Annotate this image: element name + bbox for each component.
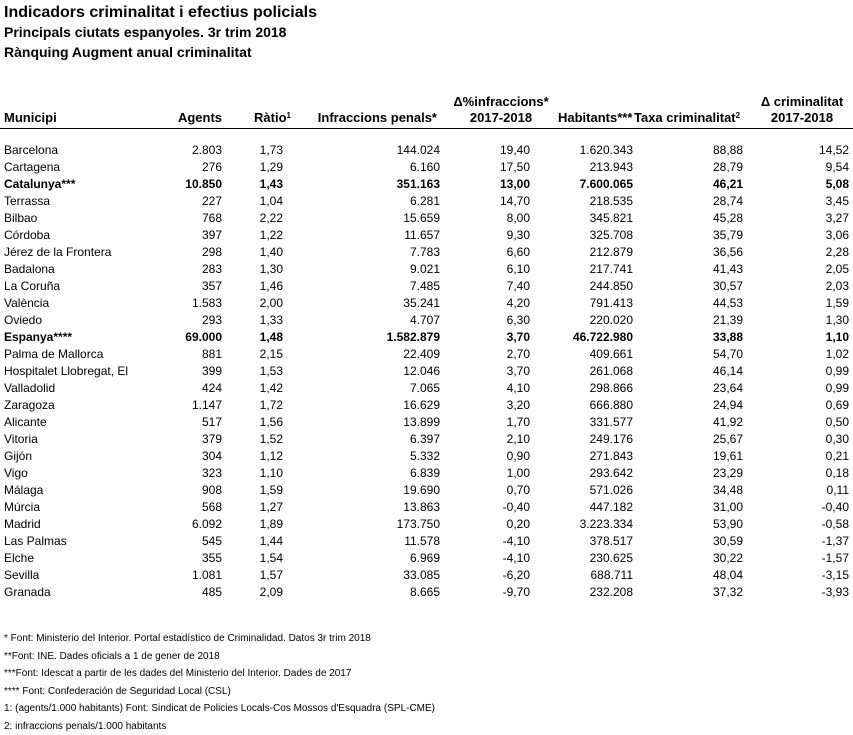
cell-habitants: 409.661 (590, 346, 633, 363)
cell-delta-inf: 0,90 (507, 448, 530, 465)
cell-infraccions: 7.485 (410, 278, 440, 295)
cell-delta-inf: 3,20 (507, 397, 530, 414)
cell-agents: 908 (202, 482, 222, 499)
cell-taxa: 28,74 (713, 193, 743, 210)
cell-ratio: 1,56 (260, 414, 283, 431)
cell-agents: 304 (202, 448, 222, 465)
cell-agents: 517 (202, 414, 222, 431)
cell-municipi: La Coruña (4, 278, 60, 295)
cell-agents: 1.081 (192, 567, 222, 584)
table-row (0, 278, 853, 295)
table-row (0, 482, 853, 499)
cell-delta-crim: 2,05 (826, 261, 849, 278)
table-row (0, 363, 853, 380)
table-row (0, 380, 853, 397)
cell-agents: 399 (202, 363, 222, 380)
cell-municipi: Cartagena (4, 159, 60, 176)
table-row (0, 142, 853, 159)
cell-ratio: 1,29 (260, 159, 283, 176)
cell-delta-crim: 3,06 (826, 227, 849, 244)
cell-delta-inf: -4,10 (503, 550, 530, 567)
cell-infraccions: 15.659 (403, 210, 440, 227)
cell-habitants: 261.068 (590, 363, 633, 380)
header-municipi: Municipi (4, 110, 57, 126)
cell-ratio: 1,43 (260, 176, 283, 193)
footnote-line: **Font: INE. Dades oficials a 1 de gener de 2018 (4, 648, 435, 666)
cell-municipi: Barcelona (4, 142, 58, 159)
cell-ratio: 1,33 (260, 312, 283, 329)
cell-infraccions: 351.163 (397, 176, 440, 193)
cell-agents: 10.850 (185, 176, 222, 193)
cell-agents: 568 (202, 499, 222, 516)
header-taxa-note: 2 (736, 111, 740, 120)
cell-taxa: 48,04 (713, 567, 743, 584)
cell-delta-inf: 4,20 (507, 295, 530, 312)
table-row (0, 414, 853, 431)
cell-ratio: 1,44 (260, 533, 283, 550)
cell-delta-crim: 1,59 (826, 295, 849, 312)
cell-infraccions: 6.397 (410, 431, 440, 448)
table-row (0, 227, 853, 244)
cell-taxa: 33,88 (713, 329, 743, 346)
header-divider (0, 128, 853, 129)
cell-infraccions: 6.839 (410, 465, 440, 482)
cell-municipi: Málaga (4, 482, 43, 499)
cell-ratio: 1,04 (260, 193, 283, 210)
cell-infraccions: 8.665 (410, 584, 440, 601)
cell-municipi: Espanya**** (4, 329, 72, 346)
cell-infraccions: 144.024 (397, 142, 440, 159)
cell-delta-crim: 14,52 (819, 142, 849, 159)
cell-habitants: 46.722.980 (573, 329, 633, 346)
cell-agents: 2.803 (192, 142, 222, 159)
cell-delta-inf: 2,10 (507, 431, 530, 448)
cell-agents: 379 (202, 431, 222, 448)
cell-habitants: 325.708 (590, 227, 633, 244)
table-row (0, 533, 853, 550)
cell-taxa: 30,59 (713, 533, 743, 550)
header-delta-infraccions: Δ%infraccions* 2017-2018 (452, 94, 550, 126)
cell-habitants: 293.642 (590, 465, 633, 482)
cell-ratio: 2,09 (260, 584, 283, 601)
cell-delta-crim: -0,40 (822, 499, 849, 516)
cell-delta-inf: -4,10 (503, 533, 530, 550)
cell-agents: 323 (202, 465, 222, 482)
cell-habitants: 7.600.065 (580, 176, 633, 193)
cell-municipi: Palma de Mallorca (4, 346, 103, 363)
cell-agents: 397 (202, 227, 222, 244)
cell-delta-inf: 0,20 (507, 516, 530, 533)
cell-ratio: 2,00 (260, 295, 283, 312)
cell-municipi: Zaragoza (4, 397, 55, 414)
cell-taxa: 36,56 (713, 244, 743, 261)
cell-delta-inf: -9,70 (503, 584, 530, 601)
cell-infraccions: 9.021 (410, 261, 440, 278)
cell-ratio: 1,52 (260, 431, 283, 448)
cell-municipi: Terrassa (4, 193, 50, 210)
cell-agents: 298 (202, 244, 222, 261)
cell-taxa: 53,90 (713, 516, 743, 533)
cell-taxa: 23,29 (713, 465, 743, 482)
cell-taxa: 41,92 (713, 414, 743, 431)
table-row (0, 210, 853, 227)
cell-municipi: Las Palmas (4, 533, 67, 550)
cell-delta-inf: 8,00 (507, 210, 530, 227)
cell-delta-crim: -0,58 (822, 516, 849, 533)
footnote-line: 1: (agents/1.000 habitants) Font: Sindicat de Policies Locals-Cos Mossos d'Esquadra (SPL-CME) (4, 700, 435, 718)
footnote-line: 2: infraccions penals/1.000 habitants (4, 718, 435, 735)
cell-ratio: 1,27 (260, 499, 283, 516)
cell-delta-inf: 3,70 (507, 363, 530, 380)
cell-delta-crim: -1,37 (822, 533, 849, 550)
cell-habitants: 232.208 (590, 584, 633, 601)
cell-municipi: Hospitalet Llobregat, El (4, 363, 128, 380)
cell-municipi: Oviedo (4, 312, 42, 329)
cell-taxa: 21,39 (713, 312, 743, 329)
cell-ratio: 1,10 (260, 465, 283, 482)
table-row (0, 346, 853, 363)
cell-taxa: 46,21 (713, 176, 743, 193)
header-habitants: Habitants*** (558, 110, 632, 126)
cell-agents: 485 (202, 584, 222, 601)
cell-municipi: Badalona (4, 261, 55, 278)
header-ratio-note: 1 (287, 111, 291, 120)
cell-delta-crim: 0,99 (826, 363, 849, 380)
cell-delta-inf: 19,40 (500, 142, 530, 159)
cell-habitants: 244.850 (590, 278, 633, 295)
cell-infraccions: 1.582.879 (387, 329, 440, 346)
cell-habitants: 571.026 (590, 482, 633, 499)
cell-municipi: Elche (4, 550, 34, 567)
cell-infraccions: 6.160 (410, 159, 440, 176)
cell-taxa: 35,79 (713, 227, 743, 244)
cell-delta-crim: 5,08 (826, 176, 849, 193)
table-row (0, 244, 853, 261)
cell-municipi: Jérez de la Frontera (4, 244, 111, 261)
table-row (0, 448, 853, 465)
cell-habitants: 378.517 (590, 533, 633, 550)
cell-taxa: 54,70 (713, 346, 743, 363)
cell-taxa: 25,67 (713, 431, 743, 448)
cell-municipi: Gijón (4, 448, 32, 465)
cell-delta-crim: 0,99 (826, 380, 849, 397)
cell-delta-inf: 4,10 (507, 380, 530, 397)
cell-delta-inf: 14,70 (500, 193, 530, 210)
cell-agents: 768 (202, 210, 222, 227)
cell-habitants: 218.535 (590, 193, 633, 210)
cell-delta-crim: 0,11 (827, 482, 849, 499)
cell-ratio: 1,89 (260, 516, 283, 533)
cell-taxa: 28,79 (713, 159, 743, 176)
cell-taxa: 45,28 (713, 210, 743, 227)
cell-habitants: 345.821 (590, 210, 633, 227)
cell-agents: 283 (202, 261, 222, 278)
table-row (0, 329, 853, 346)
cell-habitants: 249.176 (590, 431, 633, 448)
cell-delta-crim: 0,18 (826, 465, 849, 482)
cell-agents: 1.147 (192, 397, 222, 414)
cell-infraccions: 7.783 (410, 244, 440, 261)
cell-infraccions: 16.629 (403, 397, 440, 414)
cell-delta-crim: 0,69 (826, 397, 849, 414)
cell-ratio: 1,40 (260, 244, 283, 261)
cell-ratio: 1,73 (260, 142, 283, 159)
cell-infraccions: 22.409 (403, 346, 440, 363)
cell-delta-crim: -3,15 (822, 567, 849, 584)
cell-habitants: 230.625 (590, 550, 633, 567)
table-row (0, 193, 853, 210)
table-row (0, 397, 853, 414)
cell-delta-inf: 1,70 (507, 414, 530, 431)
data-table-body (0, 142, 853, 601)
cell-delta-inf: -6,20 (503, 567, 530, 584)
cell-ratio: 1,46 (260, 278, 283, 295)
cell-municipi: Vigo (4, 465, 28, 482)
cell-infraccions: 33.085 (403, 567, 440, 584)
cell-delta-crim: 2,03 (826, 278, 849, 295)
cell-taxa: 37,32 (713, 584, 743, 601)
cell-delta-crim: 1,30 (826, 312, 849, 329)
cell-taxa: 30,57 (713, 278, 743, 295)
table-row (0, 516, 853, 533)
cell-habitants: 271.843 (590, 448, 633, 465)
table-row (0, 176, 853, 193)
cell-delta-crim: 0,21 (826, 448, 849, 465)
cell-habitants: 791.413 (590, 295, 633, 312)
table-row (0, 261, 853, 278)
cell-ratio: 2,22 (260, 210, 283, 227)
table-row (0, 465, 853, 482)
table-row (0, 550, 853, 567)
cell-infraccions: 4.707 (410, 312, 440, 329)
table-row (0, 567, 853, 584)
cell-delta-crim: 1,02 (826, 346, 849, 363)
cell-infraccions: 13.899 (403, 414, 440, 431)
cell-taxa: 24,94 (713, 397, 743, 414)
cell-taxa: 31,00 (713, 499, 743, 516)
table-row (0, 159, 853, 176)
cell-infraccions: 7.065 (410, 380, 440, 397)
cell-agents: 545 (202, 533, 222, 550)
cell-delta-inf: 7,40 (507, 278, 530, 295)
footnote-line: * Font: Ministerio del Interior. Portal estadístico de Criminalidad. Datos 3r trim 2018 (4, 630, 435, 648)
cell-infraccions: 5.332 (410, 448, 440, 465)
cell-habitants: 688.711 (591, 567, 634, 584)
cell-infraccions: 19.690 (403, 482, 440, 499)
cell-delta-inf: 6,10 (507, 261, 530, 278)
cell-taxa: 46,14 (713, 363, 743, 380)
cell-agents: 293 (202, 312, 222, 329)
cell-municipi: València (4, 295, 49, 312)
report-titles (4, 3, 317, 62)
cell-ratio: 1,12 (260, 448, 283, 465)
cell-delta-crim: 3,45 (826, 193, 849, 210)
footnotes (4, 630, 435, 735)
table-row (0, 584, 853, 601)
cell-habitants: 447.182 (590, 499, 633, 516)
cell-infraccions: 35.241 (403, 295, 440, 312)
cell-ratio: 1,72 (260, 397, 283, 414)
cell-taxa: 19,61 (713, 448, 743, 465)
cell-delta-inf: 0,70 (507, 482, 530, 499)
cell-municipi: Valladolid (4, 380, 55, 397)
table-row (0, 499, 853, 516)
cell-municipi: Bilbao (4, 210, 37, 227)
cell-habitants: 1.620.343 (580, 142, 633, 159)
cell-ratio: 2,15 (260, 346, 283, 363)
cell-agents: 69.000 (185, 329, 222, 346)
cell-infraccions: 11.657 (404, 227, 440, 244)
cell-infraccions: 13.863 (403, 499, 440, 516)
cell-habitants: 298.866 (590, 380, 633, 397)
cell-delta-inf: 9,30 (507, 227, 530, 244)
cell-delta-inf: 6,60 (507, 244, 530, 261)
cell-habitants: 3.223.334 (580, 516, 633, 533)
cell-habitants: 212.879 (590, 244, 633, 261)
cell-agents: 355 (202, 550, 222, 567)
cell-agents: 424 (202, 380, 222, 397)
cell-habitants: 666.880 (590, 397, 633, 414)
cell-delta-crim: 9,54 (826, 159, 849, 176)
cell-delta-inf: 13,00 (500, 176, 530, 193)
cell-delta-crim: -3,93 (822, 584, 849, 601)
cell-delta-inf: 2,70 (507, 346, 530, 363)
cell-delta-crim: 3,27 (826, 210, 849, 227)
cell-delta-crim: -1,57 (822, 550, 849, 567)
cell-ratio: 1,53 (260, 363, 283, 380)
cell-ratio: 1,30 (260, 261, 283, 278)
cell-taxa: 23,64 (713, 380, 743, 397)
cell-infraccions: 173.750 (397, 516, 440, 533)
cell-ratio: 1,22 (260, 227, 283, 244)
cell-ratio: 1,54 (260, 550, 283, 567)
cell-habitants: 217.741 (590, 261, 633, 278)
cell-taxa: 44,53 (713, 295, 743, 312)
header-delta-criminalitat: Δ criminalitat 2017-2018 (756, 94, 848, 126)
cell-delta-crim: 1,10 (826, 329, 849, 346)
cell-agents: 276 (202, 159, 222, 176)
cell-agents: 227 (202, 193, 222, 210)
footnote-line: ***Font: Idescat a partir de les dades del Ministerio del Interior. Dades de 2017 (4, 665, 435, 683)
header-taxa: Taxa criminalitat$^2$ (634, 110, 740, 126)
cell-habitants: 213.943 (590, 159, 633, 176)
cell-delta-crim: 0,50 (826, 414, 849, 431)
cell-delta-inf: 6,30 (507, 312, 530, 329)
cell-infraccions: 6.969 (410, 550, 440, 567)
cell-delta-inf: -0,40 (503, 499, 530, 516)
cell-municipi: Córdoba (4, 227, 50, 244)
cell-ratio: 1,42 (260, 380, 283, 397)
table-row (0, 431, 853, 448)
cell-delta-inf: 3,70 (507, 329, 530, 346)
table-row (0, 295, 853, 312)
ranking-title: Rànquing Augment anual criminalitat (4, 42, 317, 62)
cell-municipi: Vitoria (4, 431, 38, 448)
cell-municipi: Granada (4, 584, 51, 601)
cell-agents: 6.092 (192, 516, 222, 533)
cell-habitants: 331.577 (590, 414, 633, 431)
table-row (0, 312, 853, 329)
cell-taxa: 30,22 (713, 550, 743, 567)
cell-ratio: 1,57 (260, 567, 283, 584)
cell-taxa: 34,48 (713, 482, 743, 499)
report-subtitle: Principals ciutats espanyoles. 3r trim 2018 (4, 22, 317, 42)
cell-municipi: Sevilla (4, 567, 39, 584)
cell-ratio: 1,48 (260, 329, 283, 346)
header-agents: Agents (178, 110, 222, 126)
cell-delta-crim: 2,28 (826, 244, 849, 261)
cell-infraccions: 11.578 (404, 533, 440, 550)
footnote-line: **** Font: Confederación de Seguridad Local (CSL) (4, 683, 435, 701)
cell-municipi: Catalunya*** (4, 176, 75, 193)
cell-agents: 1.583 (192, 295, 222, 312)
header-ratio: Ràtio$^1$ (254, 110, 291, 126)
report-title: Indicadors criminalitat i efectius policials (4, 3, 317, 22)
cell-agents: 881 (202, 346, 222, 363)
cell-delta-crim: 0,30 (826, 431, 849, 448)
header-infraccions: Infraccions penals* (318, 110, 437, 126)
cell-taxa: 88,88 (713, 142, 743, 159)
cell-infraccions: 12.046 (403, 363, 440, 380)
cell-delta-inf: 1,00 (507, 465, 530, 482)
cell-agents: 357 (202, 278, 222, 295)
cell-delta-inf: 17,50 (500, 159, 530, 176)
cell-municipi: Alicante (4, 414, 47, 431)
cell-municipi: Múrcia (4, 499, 40, 516)
cell-taxa: 41,43 (713, 261, 743, 278)
cell-infraccions: 6.281 (410, 193, 440, 210)
cell-habitants: 220.020 (590, 312, 633, 329)
cell-municipi: Madrid (4, 516, 41, 533)
cell-ratio: 1,59 (260, 482, 283, 499)
